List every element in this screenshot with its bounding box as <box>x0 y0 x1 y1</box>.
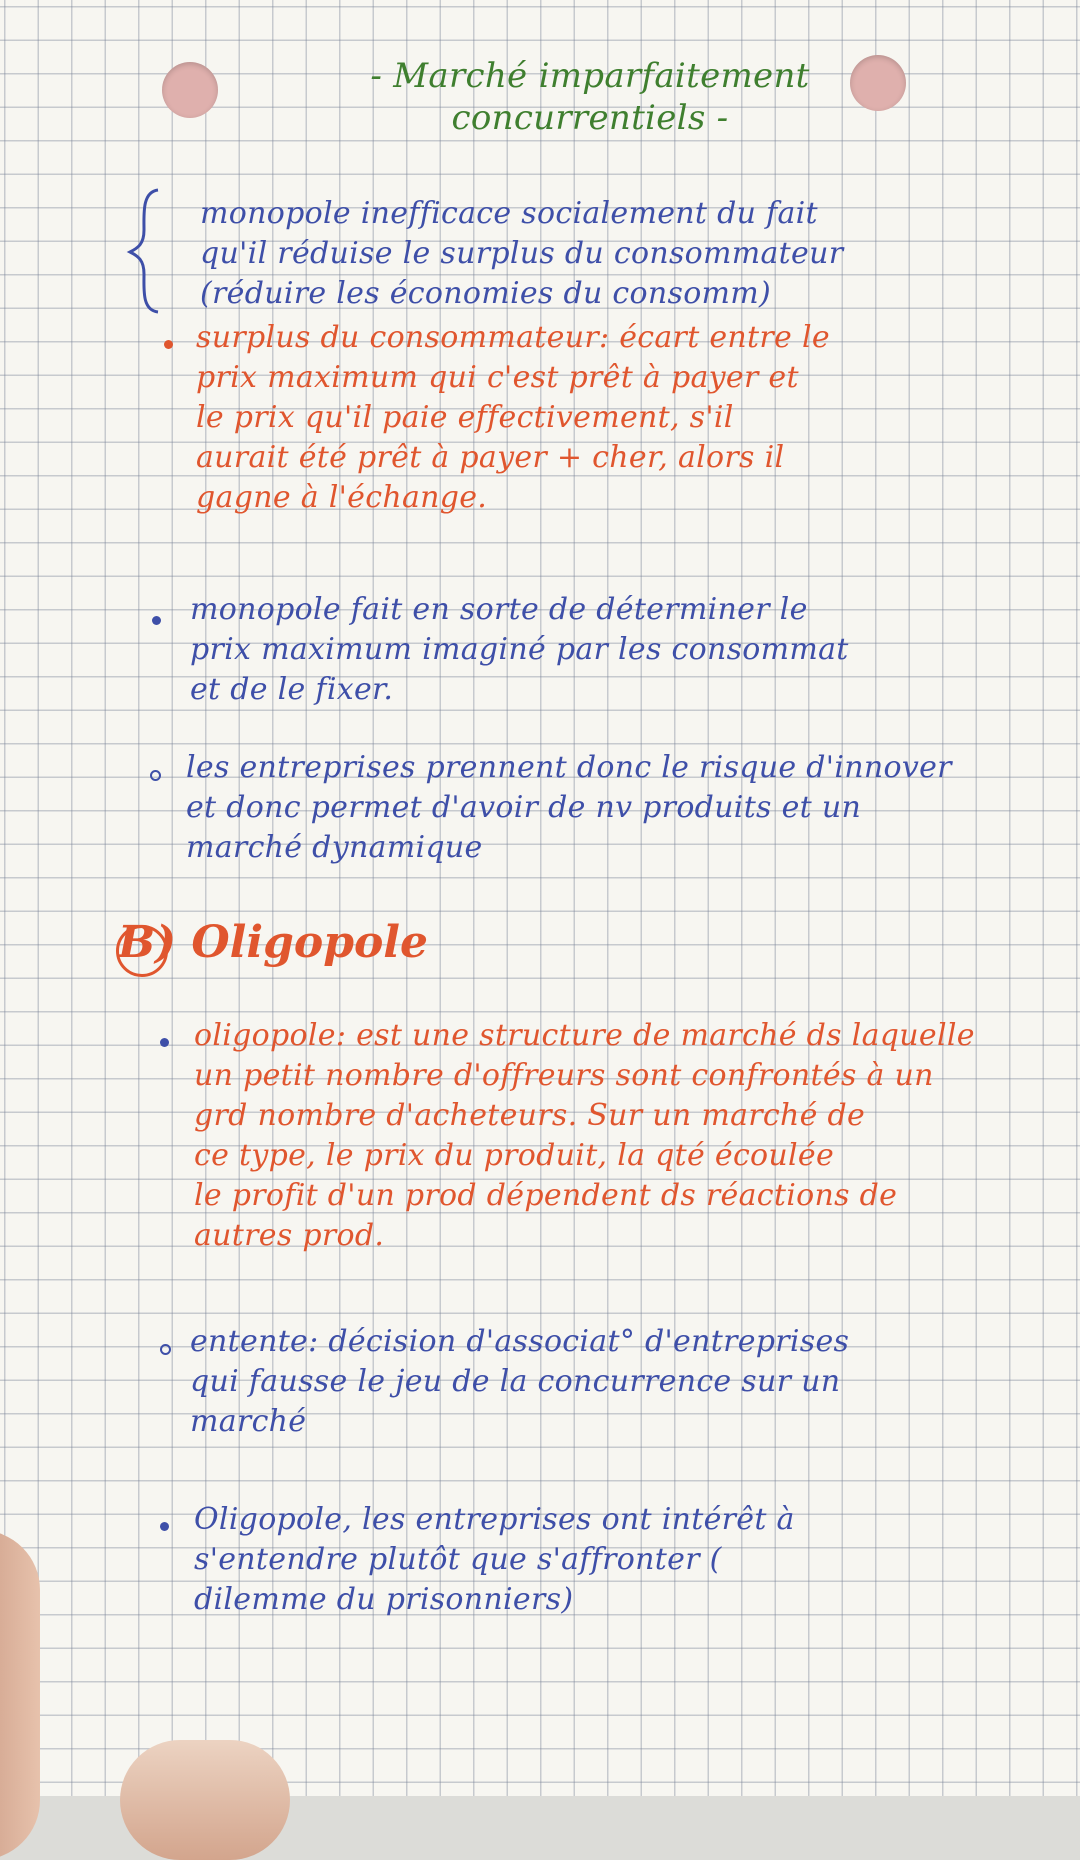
punch-hole-left <box>162 62 218 118</box>
bullet-icon <box>152 616 161 625</box>
bullet-icon <box>150 770 161 781</box>
finger-photo-edge <box>120 1740 290 1860</box>
note-monopole-prix: monopole fait en sorte de déterminer le prix maximum imaginé par les consommat et de le fixer. <box>190 592 849 707</box>
page-title-line-1: - Marché imparfaitement <box>370 56 810 96</box>
page-title-line-2: concurrentiels - <box>451 98 729 138</box>
note-oligopole-definition: oligopole: est une structure de marché ds laquelle un petit nombre d'offreurs sont confrontés à un grd nombre d'acheteurs. Sur un marché de ce type, le prix du produit, la qté écoulée le profit d'un prod dépendent ds réactions de autres prod. <box>194 1018 975 1253</box>
note-surplus-consommateur: surplus du consommateur: écart entre le prix maximum qui c'est prêt à payer et le prix qu'il paie effectivement, s'il aurait été prêt à payer + cher, alors il gagne à l'échange. <box>196 320 830 515</box>
curly-brace-icon <box>124 186 164 316</box>
finger-photo-edge <box>0 1530 40 1860</box>
note-entente: entente: décision d'associat° d'entreprises qui fausse le jeu de la concurrence sur un marché <box>190 1324 850 1439</box>
bullet-icon <box>164 340 173 349</box>
bullet-icon <box>160 1344 171 1355</box>
heading-oligopole: B) Oligopole <box>118 917 429 968</box>
bullet-icon <box>160 1522 169 1531</box>
note-monopole-inefficace: monopole inefficace socialement du fait qu'il réduise le surplus du consommateur (réduire les économies du consomm) <box>200 196 844 311</box>
note-oligopole-entente: Oligopole, les entreprises ont intérêt à s'entendre plutôt que s'affronter ( dilemme du prisonniers) <box>194 1502 795 1617</box>
note-entreprises-innover: les entreprises prennent donc le risque d'innover et donc permet d'avoir de nv produits et un marché dynamique <box>186 750 952 865</box>
bullet-icon <box>160 1038 169 1047</box>
